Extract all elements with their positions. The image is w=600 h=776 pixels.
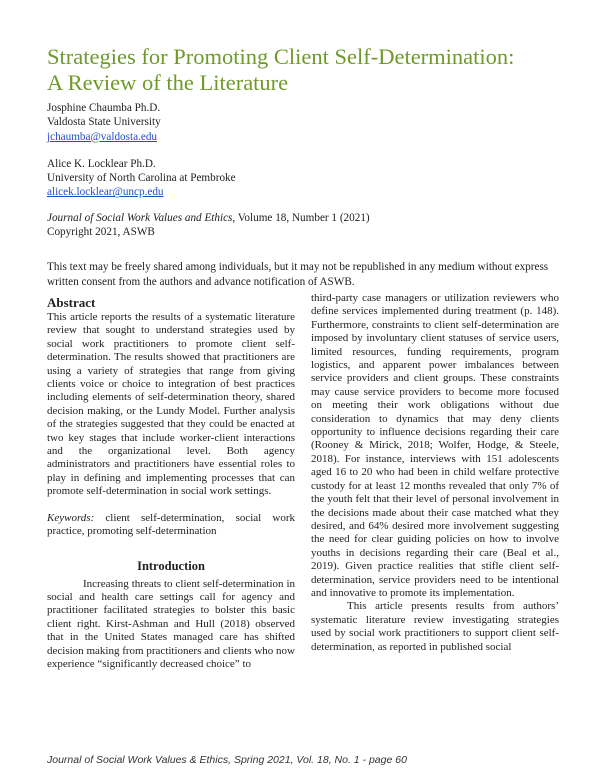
author-block	[47, 101, 236, 200]
abstract-heading: Abstract	[47, 295, 96, 310]
abstract-text: This article reports the results of a systematic literature review that sought to understand strategies used by social work practitioners to promote client self-determination. The results showed that practitioners are using a variety of strategies that range from giving clients voice or choice to integration of best practices including elements of self-determination theory, shared decision making, or the Lundy Model. Further analysis of the strategies suggested that they could be enacted at two key stages that include worker-client interactions and the organizational level. Both agency administrators and practitioners have essential roles to play in defining and implementing processes that can promote self-determination in social work settings.	[47, 311, 295, 498]
keywords-label: Keywords:	[47, 511, 95, 524]
journal-name: Journal of Social Work Values and Ethics	[47, 212, 233, 224]
keywords	[47, 512, 295, 539]
introduction-heading: Introduction	[137, 558, 205, 573]
title-line-2: A Review of the Literature	[47, 70, 289, 95]
left-column	[47, 292, 295, 671]
sharing-notice: This text may be freely shared among individuals, but it may not be republished in any medium without express written consent from the authors and advance notification of ASWB.	[47, 261, 549, 289]
body-paragraph: This article presents results from authors’ systematic literature review investigating strategies used by social work practitioners to support client self-determination, as reported in published social	[311, 600, 559, 653]
author-email-link[interactable]: alicek.locklear@uncp.edu	[47, 186, 164, 199]
keywords-text: client self-determination, social work practice, promoting self-determination	[47, 511, 295, 538]
page-footer: Journal of Social Work Values & Ethics, Spring 2021, Vol. 18, No. 1 - page 60	[47, 754, 407, 766]
article-title	[47, 44, 567, 96]
journal-details: , Volume 18, Number 1 (2021)	[232, 212, 370, 224]
author-name: Josphine Chaumba Ph.D.	[47, 102, 161, 114]
author-email-link[interactable]: jchaumba@valdosta.edu	[47, 130, 158, 143]
right-column	[311, 292, 559, 654]
title-line-1: Strategies for Promoting Client Self-Determination:	[47, 44, 515, 69]
journal-citation	[47, 211, 370, 239]
introduction-text: Increasing threats to client self-determination in social and health care settings call for agency and practitioner facilitated strategies to bolster this basic client right. Kirst-Ashman and Hull (2018) observed that in the United States managed care has shifted decision making from practitioners and clients who now experience “significantly decreased choice” to	[47, 577, 295, 670]
author-name: Alice K. Locklear Ph.D.	[47, 157, 156, 170]
author-affiliation: University of North Carolina at Pembroke	[47, 172, 236, 185]
author-affiliation: Valdosta State University	[47, 116, 161, 129]
copyright: Copyright 2021, ASWB	[47, 226, 155, 238]
body-paragraph: third-party case managers or utilization reviewers who define services implemented during treatment (p. 148). Furthermore, constraints to client self-determination are imposed by involuntary client statuses of service users, limited resources, funding requirements, program logistics, and apparent power imbalances between service providers and client groups. These constraints may cause service providers to become more focused on meeting their work obligations without due consideration to dynamics that may deny clients opportunity to influence decisions regarding their care (Rooney & Mirick, 2018; Wolfer, Hodge, & Steele, 2018). For instance, interviews with 151 adolescents aged 16 to 20 who had been in child welfare protective custody for at least 12 months revealed that only 7% of the youth felt that their level of personal involvement in the decisions made about their case matched what they desired, and 64% desired more involvement suggesting the need for clear guiding policies on how to involve youths in decisions regarding their care (Beal et al., 2019). Given practice realities that stifle client self-determination, service providers need to be intentional and innovative to promote its implementation.	[311, 292, 559, 599]
